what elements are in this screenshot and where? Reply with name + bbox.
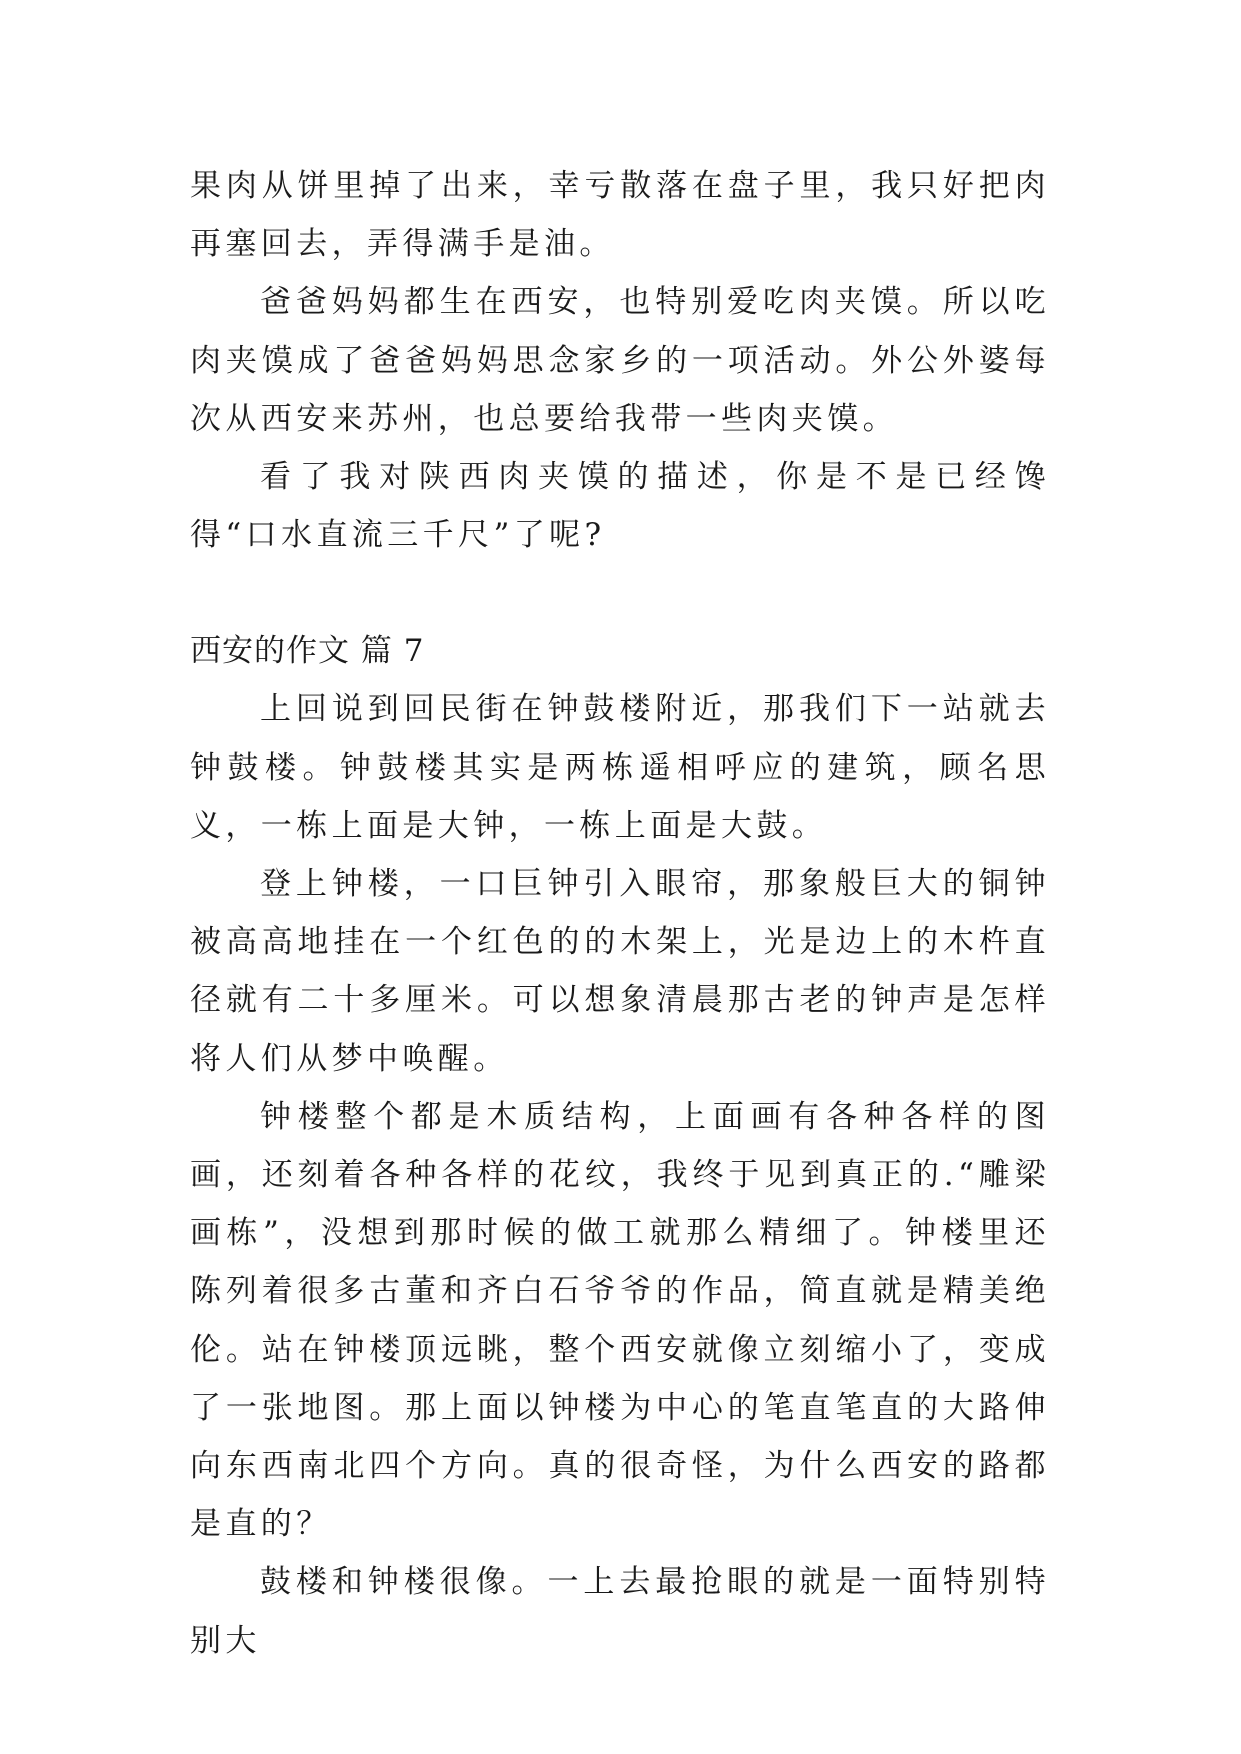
paragraph-continuation: 果肉从饼里掉了出来，幸亏散落在盘子里，我只好把肉再塞回去，弄得满手是油。 xyxy=(190,168,1050,263)
paragraph-bell-tower-structure: 钟楼整个都是木质结构，上面画有各种各样的图画，还刻着各种各样的花纹，我终于见到真正的.“雕梁画栋”，没想到那时候的做工就那么精细了。钟楼里还陈列着很多古董和齐白石爷爷的作品，简直就是精美绝伦。站在钟楼顶远眺，整个西安就像立刻缩小了，变成了一张地图。那上面以钟楼为中心的笔直笔直的大路伸向东西南北四个方向。真的很奇怪，为什么西安的路都是直的？ xyxy=(190,1098,1050,1543)
section-heading: 西安的作文 篇 7 xyxy=(190,633,425,670)
document-body xyxy=(190,157,1050,1670)
paragraph-bell-tower-bell: 登上钟楼，一口巨钟引入眼帘，那象般巨大的铜钟被高高地挂在一个红色的的木架上，光是边上的木杵直径就有二十多厘米。可以想象清晨那古老的钟声是怎样将人们从梦中唤醒。 xyxy=(190,866,1050,1077)
paragraph-drum-tower: 鼓楼和钟楼很像。一上去最抢眼的就是一面特别特别大 xyxy=(190,1564,1050,1659)
paragraph-closing-question: 看了我对陕西肉夹馍的描述，你是不是已经馋得“口水直流三千尺”了呢? xyxy=(190,459,1050,554)
paragraph-bell-drum-tower-intro: 上回说到回民街在钟鼓楼附近，那我们下一站就去钟鼓楼。钟鼓楼其实是两栋遥相呼应的建筑，顾名思义，一栋上面是大钟，一栋上面是大鼓。 xyxy=(190,691,1050,844)
paragraph-parents-hometown: 爸爸妈妈都生在西安，也特别爱吃肉夹馍。所以吃肉夹馍成了爸爸妈妈思念家乡的一项活动。外公外婆每次从西安来苏州，也总要给我带一些肉夹馍。 xyxy=(190,284,1050,437)
